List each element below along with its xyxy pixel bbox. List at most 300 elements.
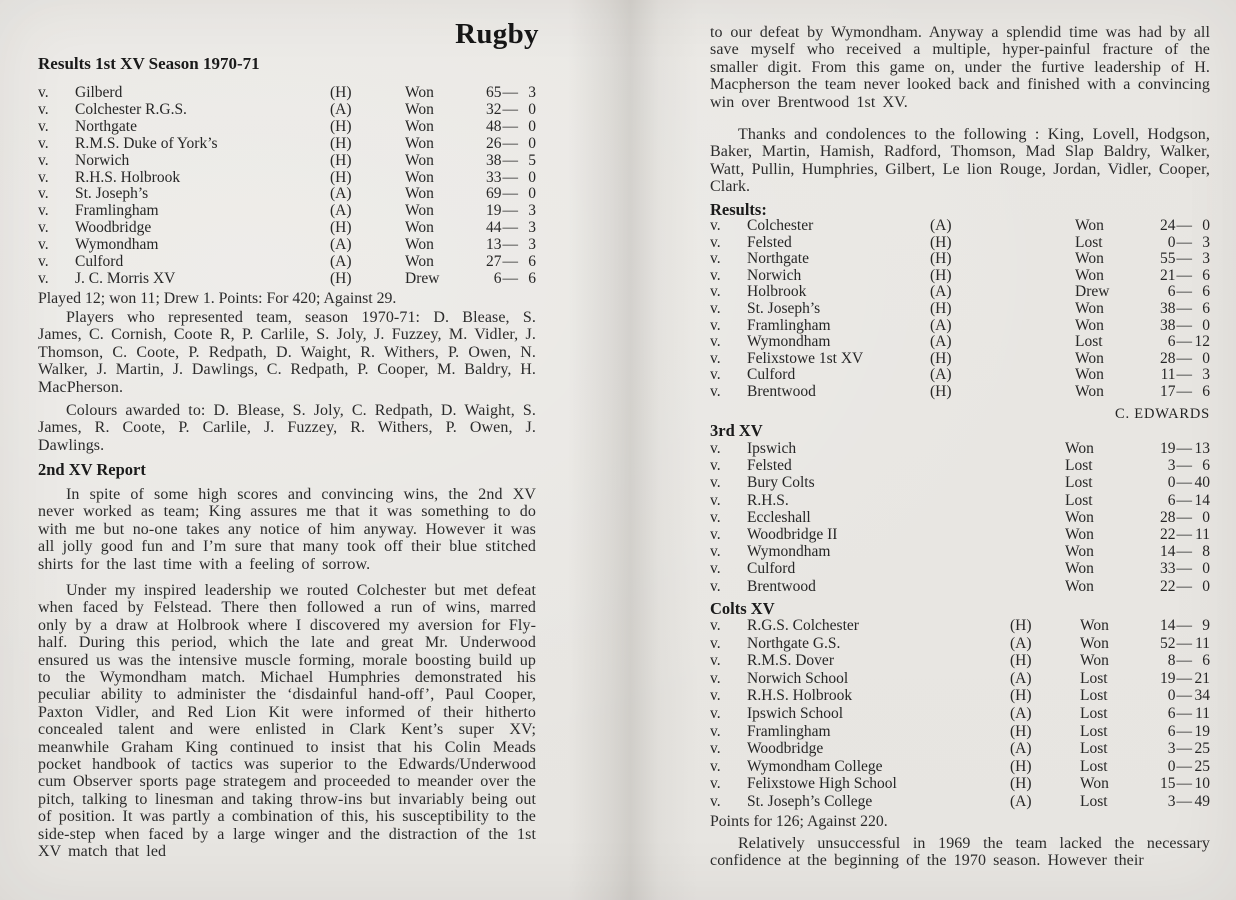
- points-for: 33: [486, 168, 502, 186]
- points-against: 3: [1202, 366, 1210, 384]
- points-for: 19: [1160, 669, 1176, 687]
- score-dash: —: [502, 236, 518, 254]
- points-for: 3: [1167, 792, 1176, 810]
- venue-cell: (A): [1010, 669, 1032, 687]
- score-dash: —: [502, 151, 518, 169]
- opponent-cell: Culford: [75, 253, 124, 271]
- result-cell: Lost: [1080, 757, 1108, 775]
- match-row: [38, 203, 536, 220]
- versus-label: v.: [710, 740, 721, 758]
- points-for: 48: [486, 117, 502, 135]
- match-row: [710, 440, 1210, 457]
- score-dash: —: [1176, 722, 1192, 740]
- score-cell: [467, 136, 536, 153]
- match-row: [38, 153, 536, 170]
- points-against: 0: [1202, 217, 1210, 234]
- score-dash: —: [1176, 634, 1192, 652]
- opponent-cell: Framlingham: [747, 316, 831, 334]
- opponent-cell: Northgate G.S.: [747, 634, 841, 652]
- points-against: 11: [1195, 526, 1210, 544]
- venue-cell: (H): [930, 250, 952, 268]
- match-row: [710, 284, 1210, 301]
- points-against: 3: [528, 202, 536, 220]
- points-for: 15: [1160, 775, 1176, 793]
- versus-label: v.: [38, 202, 49, 220]
- versus-label: v.: [710, 217, 721, 234]
- report-paragraph-2: Under my inspired leadership we routed Colchester but met defeat when faced by Felstead. There then followed a run of wins, marred only by a draw at Holbrook where I discovered my aversion for Fly-half. During this period, which the late and great Mr. Underwood ensured us was the intensive muscle forming, morale boosting build up to the Wymondham match. Michael Humphries demonstrated his peculiar ability to administer the ‘disdainful hand-off’, Paul Cooper, Paxton Vidler, and Red Lion Kit were informed of their hitherto concealed talent and were enlisted in Clark Kent’s super XV; meanwhile Graham King continued to insist that his Colin Meads pocket handbook of tactics was superior to the Edwards/Underwood cum Observer sports page strategem and proceeded to meander over the pitch, talking to linesman and taking throw-ins but invariably being out of position. It was partly a combination of this, his susceptibility to the side-step when faced by a large winger and the distraction of the 1st XV match that led: [38, 582, 536, 861]
- versus-label: v.: [38, 219, 49, 237]
- points-against: 0: [1202, 316, 1210, 334]
- points-against: 6: [1202, 382, 1210, 400]
- versus-label: v.: [710, 560, 721, 578]
- match-row: [38, 254, 536, 271]
- result-cell: Drew: [1075, 283, 1110, 301]
- score-dash: —: [502, 202, 518, 220]
- points-for: 24: [1160, 217, 1176, 234]
- points-against: 34: [1194, 687, 1210, 705]
- opponent-cell: Felixstowe High School: [747, 775, 897, 793]
- venue-cell: (H): [330, 84, 352, 101]
- versus-label: v.: [710, 349, 721, 367]
- opponent-cell: Wymondham: [75, 236, 159, 254]
- score-dash: —: [1176, 543, 1192, 561]
- score-cell: [467, 237, 536, 254]
- match-row: [710, 492, 1210, 509]
- results-1st-xv-table: [38, 85, 536, 288]
- opponent-cell: Brentwood: [747, 382, 816, 400]
- continuation-paragraph: to our defeat by Wymondham. Anyway a splendid time was had by all save myself who received a multiple, hyper-painful fracture of the smaller digit. From this game on, under the furtive leadership of H. Macpherson the team never looked back and finished with a convincing win over Brentwood 1st XV.: [710, 24, 1210, 111]
- season-summary-line: Played 12; won 11; Drew 1. Points: For 420; Against 29.: [38, 290, 397, 307]
- match-row: [38, 119, 536, 136]
- opponent-cell: St. Joseph’s: [75, 185, 149, 203]
- opponent-cell: R.H.S. Holbrook: [747, 687, 853, 705]
- colts-points-line: Points for 126; Against 220.: [710, 813, 888, 830]
- versus-label: v.: [710, 652, 721, 670]
- versus-label: v.: [38, 168, 49, 186]
- opponent-cell: R.M.S. Dover: [747, 652, 834, 670]
- players-paragraph: Players who represented team, season 1970-71: D. Blease, S. James, C. Cornish, Coote R, P. Carlile, S. Joly, J. Fuzzey, M. Vidler, J. Thomson, C. Coote, P. Redpath, D. Waight, R. Withers, P. Owen, N. Walker, J. Martin, J. Dawlings, C. Redpath, P. Cooper, M. Baldry, H. MacPherson.: [38, 309, 536, 396]
- match-row: [710, 652, 1210, 670]
- venue-cell: (A): [330, 253, 352, 271]
- opponent-cell: Brentwood: [747, 577, 816, 595]
- points-against: 12: [1194, 333, 1210, 351]
- points-against: 8: [1202, 543, 1210, 561]
- result-cell: Lost: [1080, 792, 1108, 810]
- versus-label: v.: [710, 299, 721, 317]
- venue-cell: (A): [930, 217, 952, 234]
- points-against: 0: [528, 134, 536, 152]
- result-cell: Won: [1075, 366, 1104, 384]
- opponent-cell: R.G.S. Colchester: [747, 617, 859, 634]
- versus-label: v.: [710, 333, 721, 351]
- score-dash: —: [1176, 382, 1192, 400]
- points-for: 65: [486, 84, 502, 101]
- match-row: [38, 102, 536, 119]
- second-xv-results-table: [710, 218, 1210, 401]
- score-dash: —: [1176, 740, 1192, 758]
- score-cell: [1140, 543, 1210, 560]
- versus-label: v.: [710, 757, 721, 775]
- result-cell: Won: [1075, 382, 1104, 400]
- opponent-cell: Northgate: [75, 117, 137, 135]
- venue-cell: (A): [930, 366, 952, 384]
- points-for: 55: [1160, 250, 1176, 268]
- result-cell: Won: [405, 185, 434, 203]
- versus-label: v.: [710, 775, 721, 793]
- match-row: [710, 235, 1210, 252]
- match-row: [710, 723, 1210, 741]
- opponent-cell: Felsted: [747, 233, 792, 251]
- colts-xv-heading: Colts XV: [710, 599, 775, 618]
- report-paragraph-1: In spite of some high scores and convincing wins, the 2nd XV never worked as team; King assures me that it was something to do with me but no-one takes any notice of him anyway. However it was all jolly good fun and I’m sure that many took off their blue stitched shirts for the last time with a feeling of sorrow.: [38, 486, 536, 573]
- match-row: [710, 218, 1210, 235]
- versus-label: v.: [710, 474, 721, 492]
- versus-label: v.: [38, 84, 49, 101]
- versus-label: v.: [38, 151, 49, 169]
- opponent-cell: St. Joseph’s: [747, 299, 821, 317]
- result-cell: Lost: [1080, 704, 1108, 722]
- opponent-cell: Felixstowe 1st XV: [747, 349, 864, 367]
- match-row: [38, 271, 536, 288]
- opponent-cell: Framlingham: [747, 722, 831, 740]
- match-row: [38, 170, 536, 187]
- match-row: [710, 775, 1210, 793]
- points-against: 0: [528, 100, 536, 118]
- score-cell: [1115, 284, 1210, 301]
- result-cell: Won: [405, 84, 434, 101]
- match-row: [38, 220, 536, 237]
- match-row: [710, 351, 1210, 368]
- score-dash: —: [1176, 299, 1192, 317]
- venue-cell: (A): [1010, 704, 1032, 722]
- points-for: 8: [1167, 652, 1176, 670]
- points-against: 3: [528, 236, 536, 254]
- match-row: [710, 740, 1210, 758]
- venue-cell: (H): [1010, 617, 1032, 634]
- score-dash: —: [1176, 491, 1192, 509]
- score-cell: [1115, 367, 1210, 384]
- result-cell: Won: [1080, 775, 1109, 793]
- opponent-cell: Bury Colts: [747, 474, 815, 492]
- points-for: 6: [1167, 333, 1176, 351]
- match-row: [38, 186, 536, 203]
- points-for: 14: [1160, 543, 1176, 561]
- versus-label: v.: [38, 253, 49, 271]
- match-row: [710, 367, 1210, 384]
- points-for: 28: [1160, 508, 1176, 526]
- opponent-cell: Colchester R.G.S.: [75, 100, 187, 118]
- match-row: [710, 578, 1210, 595]
- match-row: [710, 543, 1210, 560]
- result-cell: Lost: [1065, 474, 1093, 492]
- versus-label: v.: [710, 722, 721, 740]
- points-against: 3: [1202, 250, 1210, 268]
- points-for: 6: [1167, 283, 1176, 301]
- points-against: 3: [528, 219, 536, 237]
- venue-cell: (A): [330, 100, 352, 118]
- opponent-cell: Wymondham College: [747, 757, 883, 775]
- points-against: 6: [1202, 283, 1210, 301]
- match-row: [710, 457, 1210, 474]
- points-against: 11: [1195, 634, 1210, 652]
- versus-label: v.: [710, 316, 721, 334]
- score-dash: —: [1176, 474, 1192, 492]
- versus-label: v.: [710, 382, 721, 400]
- opponent-cell: R.M.S. Duke of York’s: [75, 134, 218, 152]
- opponent-cell: Eccleshall: [747, 508, 811, 526]
- points-against: 21: [1194, 669, 1210, 687]
- result-cell: Won: [405, 236, 434, 254]
- result-cell: Won: [1065, 440, 1094, 457]
- colours-paragraph: Colours awarded to: D. Blease, S. Joly, C. Redpath, D. Waight, S. James, R. Coote, P. Carlile, J. Fuzzey, R. Withers, P. Owen, J. Dawlings.: [38, 402, 536, 454]
- venue-cell: (H): [1010, 757, 1032, 775]
- points-against: 0: [528, 185, 536, 203]
- score-dash: —: [1176, 250, 1192, 268]
- result-cell: Lost: [1075, 233, 1103, 251]
- result-cell: Won: [405, 219, 434, 237]
- page-gutter-shadow: [568, 0, 698, 900]
- score-cell: [1140, 492, 1210, 509]
- opponent-cell: Woodbridge: [75, 219, 152, 237]
- opponent-cell: Norwich: [747, 266, 802, 284]
- score-cell: [1140, 578, 1210, 595]
- versus-label: v.: [710, 704, 721, 722]
- score-cell: [467, 102, 536, 119]
- result-cell: Drew: [405, 269, 440, 287]
- opponent-cell: Framlingham: [75, 202, 159, 220]
- venue-cell: (H): [330, 151, 352, 169]
- points-against: 25: [1194, 757, 1210, 775]
- points-against: 3: [528, 84, 536, 101]
- points-for: 38: [1160, 299, 1176, 317]
- points-for: 14: [1160, 617, 1176, 634]
- score-dash: —: [1176, 508, 1192, 526]
- points-for: 6: [1167, 722, 1176, 740]
- result-cell: Won: [1075, 316, 1104, 334]
- result-cell: Won: [405, 253, 434, 271]
- result-cell: Won: [1075, 217, 1104, 234]
- result-cell: Won: [405, 100, 434, 118]
- score-cell: [1140, 723, 1210, 741]
- score-cell: [1140, 705, 1210, 723]
- score-cell: [1140, 457, 1210, 474]
- versus-label: v.: [710, 266, 721, 284]
- venue-cell: (H): [1010, 652, 1032, 670]
- points-for: 3: [1167, 457, 1176, 475]
- score-cell: [1140, 635, 1210, 653]
- score-dash: —: [1176, 617, 1192, 634]
- points-for: 0: [1167, 474, 1176, 492]
- points-against: 13: [1194, 440, 1210, 457]
- score-cell: [1140, 793, 1210, 811]
- points-against: 3: [1202, 233, 1210, 251]
- points-against: 19: [1194, 722, 1210, 740]
- versus-label: v.: [710, 250, 721, 268]
- score-dash: —: [502, 168, 518, 186]
- author-signature: C. EDWARDS: [1114, 406, 1210, 422]
- match-row: [710, 670, 1210, 688]
- result-cell: Won: [405, 202, 434, 220]
- points-against: 6: [1202, 652, 1210, 670]
- result-cell: Won: [1075, 299, 1104, 317]
- venue-cell: (H): [330, 269, 352, 287]
- opponent-cell: Colchester: [747, 217, 814, 234]
- points-against: 49: [1194, 792, 1210, 810]
- score-dash: —: [1176, 283, 1192, 301]
- result-cell: Won: [1075, 250, 1104, 268]
- points-for: 26: [486, 134, 502, 152]
- points-for: 11: [1160, 366, 1176, 384]
- score-cell: [1140, 670, 1210, 688]
- score-cell: [1115, 334, 1210, 351]
- match-row: [710, 526, 1210, 543]
- points-for: 19: [486, 202, 502, 220]
- score-dash: —: [1176, 217, 1192, 234]
- results-heading: Results:: [710, 200, 767, 219]
- venue-cell: (A): [330, 185, 352, 203]
- venue-cell: (H): [330, 117, 352, 135]
- opponent-cell: Wymondham: [747, 543, 831, 561]
- points-for: 19: [1160, 440, 1176, 457]
- third-xv-heading: 3rd XV: [710, 421, 763, 440]
- score-dash: —: [1176, 577, 1192, 595]
- points-for: 17: [1160, 382, 1176, 400]
- opponent-cell: Holbrook: [747, 283, 807, 301]
- venue-cell: (A): [330, 202, 352, 220]
- score-cell: [467, 153, 536, 170]
- score-cell: [1115, 351, 1210, 368]
- result-cell: Won: [1065, 508, 1094, 526]
- venue-cell: (H): [1010, 775, 1032, 793]
- score-dash: —: [502, 84, 518, 101]
- opponent-cell: St. Joseph’s College: [747, 792, 873, 810]
- versus-label: v.: [710, 634, 721, 652]
- result-cell: Won: [1065, 577, 1094, 595]
- match-row: [710, 635, 1210, 653]
- score-cell: [467, 186, 536, 203]
- result-cell: Lost: [1080, 669, 1108, 687]
- points-against: 11: [1195, 704, 1210, 722]
- opponent-cell: Woodbridge: [747, 740, 824, 758]
- points-for: 0: [1167, 233, 1176, 251]
- score-dash: —: [1176, 233, 1192, 251]
- opponent-cell: Culford: [747, 366, 796, 384]
- points-for: 0: [1167, 687, 1176, 705]
- match-row: [710, 617, 1210, 635]
- score-dash: —: [1176, 704, 1192, 722]
- thanks-paragraph: Thanks and condolences to the following : King, Lovell, Hodgson, Baker, Martin, Hamish, Radford, Thomson, Mad Slap Baldry, Walker, Watt, Pullin, Humphries, Gilbert, Le lion Rouge, Jordan, Vidler, Cooper, Clark.: [710, 126, 1210, 196]
- versus-label: v.: [710, 577, 721, 595]
- match-row: [38, 237, 536, 254]
- score-cell: [1140, 560, 1210, 577]
- points-against: 9: [1202, 617, 1210, 634]
- score-dash: —: [1176, 669, 1192, 687]
- match-row: [710, 301, 1210, 318]
- match-row: [710, 334, 1210, 351]
- result-cell: Won: [1080, 634, 1109, 652]
- points-against: 0: [1202, 577, 1210, 595]
- venue-cell: (A): [930, 316, 952, 334]
- venue-cell: (A): [1010, 792, 1032, 810]
- points-for: 22: [1160, 577, 1176, 595]
- opponent-cell: R.H.S. Holbrook: [75, 168, 181, 186]
- points-against: 5: [528, 151, 536, 169]
- score-dash: —: [502, 134, 518, 152]
- score-cell: [1115, 384, 1210, 401]
- points-for: 27: [486, 253, 502, 271]
- score-cell: [1140, 687, 1210, 705]
- versus-label: v.: [710, 792, 721, 810]
- result-cell: Won: [1080, 617, 1109, 634]
- opponent-cell: Felsted: [747, 457, 792, 475]
- opponent-cell: J. C. Morris XV: [75, 269, 176, 287]
- venue-cell: (A): [1010, 634, 1032, 652]
- result-cell: Lost: [1080, 687, 1108, 705]
- versus-label: v.: [710, 669, 721, 687]
- points-for: 0: [1167, 757, 1176, 775]
- score-cell: [467, 85, 536, 102]
- versus-label: v.: [38, 100, 49, 118]
- score-dash: —: [1176, 333, 1192, 351]
- versus-label: v.: [38, 117, 49, 135]
- points-against: 14: [1194, 491, 1210, 509]
- match-row: [710, 687, 1210, 705]
- points-against: 6: [528, 253, 536, 271]
- result-cell: Lost: [1080, 740, 1108, 758]
- match-row: [710, 318, 1210, 335]
- score-cell: [1140, 740, 1210, 758]
- score-cell: [1140, 617, 1210, 635]
- match-row: [710, 251, 1210, 268]
- score-dash: —: [1176, 366, 1192, 384]
- opponent-cell: Woodbridge II: [747, 526, 838, 544]
- score-dash: —: [1176, 560, 1192, 578]
- match-row: [710, 793, 1210, 811]
- match-row: [710, 474, 1210, 491]
- score-dash: —: [1176, 349, 1192, 367]
- points-against: 6: [528, 269, 536, 287]
- points-against: 40: [1194, 474, 1210, 492]
- result-cell: Lost: [1065, 457, 1093, 475]
- versus-label: v.: [38, 134, 49, 152]
- venue-cell: (A): [930, 333, 952, 351]
- opponent-cell: Norwich: [75, 151, 130, 169]
- closing-paragraph: Relatively unsuccessful in 1969 the team lacked the necessary confidence at the beginning of the 1970 season. However their: [710, 835, 1210, 870]
- score-dash: —: [1176, 457, 1192, 475]
- venue-cell: (A): [330, 236, 352, 254]
- score-dash: —: [1176, 652, 1192, 670]
- match-row: [710, 509, 1210, 526]
- third-xv-results-table: [710, 440, 1210, 595]
- score-cell: [1115, 301, 1210, 318]
- versus-label: v.: [710, 526, 721, 544]
- opponent-cell: R.H.S.: [747, 491, 789, 509]
- score-dash: —: [1176, 266, 1192, 284]
- points-for: 22: [1160, 526, 1176, 544]
- points-against: 25: [1194, 740, 1210, 758]
- result-cell: Won: [1065, 526, 1094, 544]
- score-cell: [467, 119, 536, 136]
- venue-cell: (H): [330, 219, 352, 237]
- score-cell: [1115, 251, 1210, 268]
- score-dash: —: [1176, 687, 1192, 705]
- versus-label: v.: [710, 457, 721, 475]
- points-for: 52: [1160, 634, 1176, 652]
- result-cell: Won: [405, 168, 434, 186]
- score-dash: —: [1176, 316, 1192, 334]
- opponent-cell: Norwich School: [747, 669, 849, 687]
- opponent-cell: Ipswich School: [747, 704, 844, 722]
